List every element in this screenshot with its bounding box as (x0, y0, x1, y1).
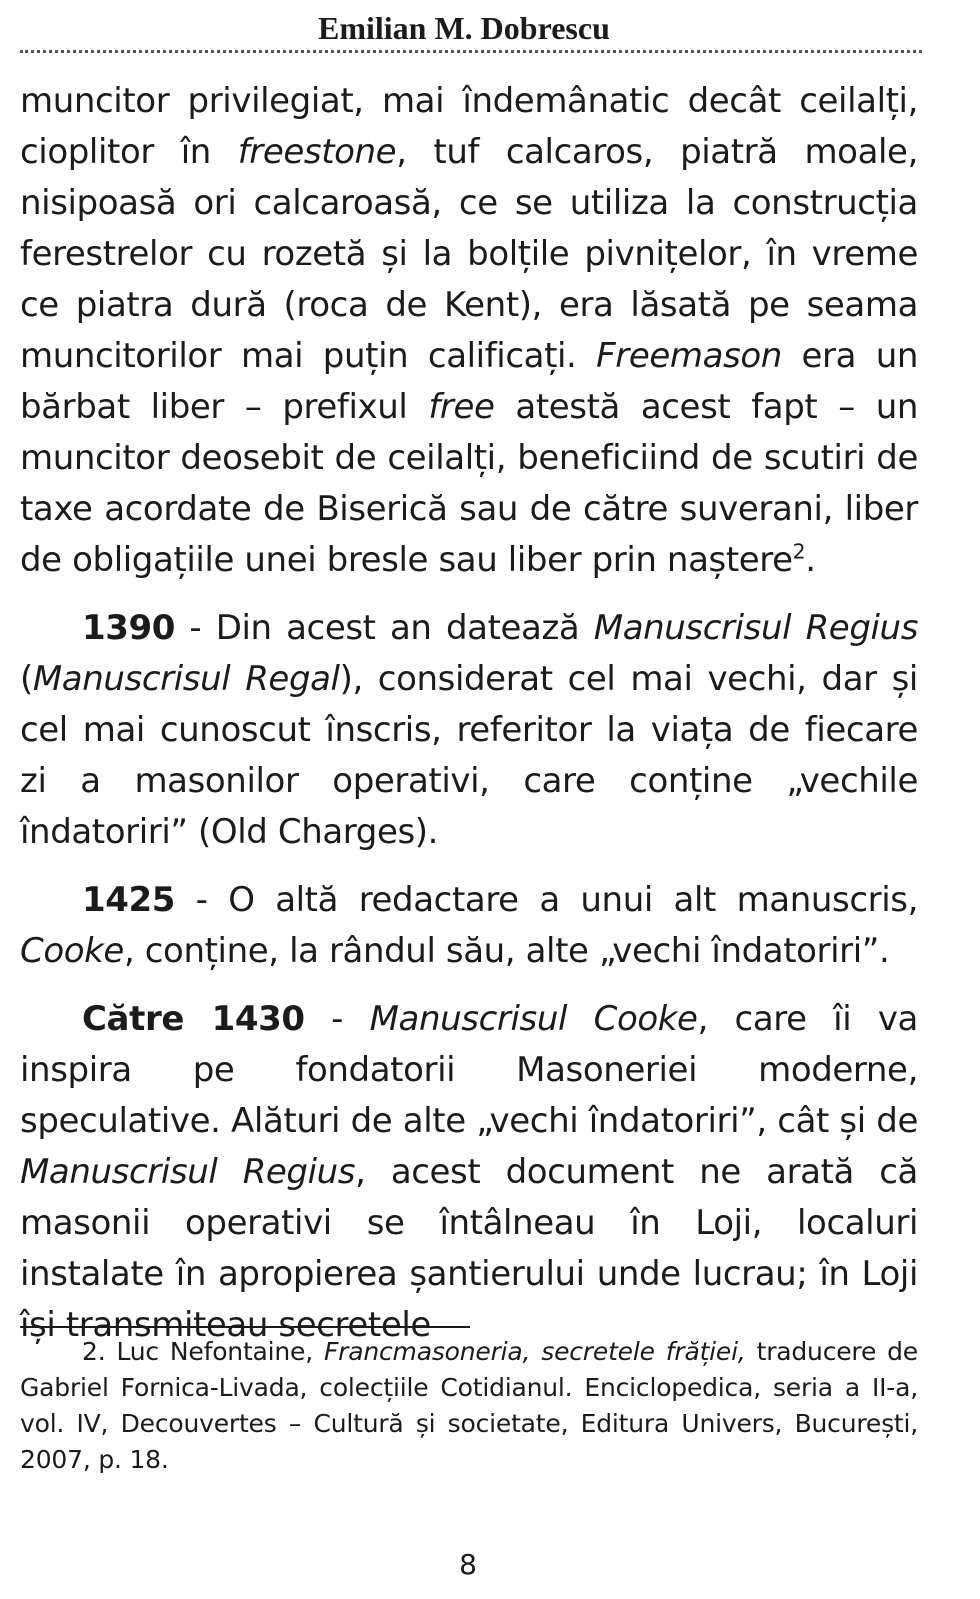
italic-term: Manuscrisul Regius (593, 608, 919, 648)
header-dotted-rule (20, 50, 922, 53)
text-run: era un bărbat liber – prefixul (20, 336, 918, 427)
italic-term: Cooke (20, 931, 124, 971)
text-run: - (304, 999, 370, 1039)
text-run: ), considerat cel mai vechi, dar și cel mai cunoscut înscris, referitor la viața de fiecare zi a masonilor operativi, care conține „vechile îndatoriri” (Old Charges). (20, 659, 918, 852)
text-run: , conține, la rândul său, alte „vechi îndatoriri”. (123, 931, 890, 971)
text-run: muncitor privilegiat, mai îndemânatic decât ceilalți, cioplitor în (20, 81, 918, 172)
text-run: 2. Luc Nefontaine, (82, 1337, 324, 1366)
page-number: 8 (459, 1548, 477, 1581)
entry-year: 1425 (82, 880, 176, 920)
entry-year: 1390 (82, 608, 176, 648)
entry-year: Către 1430 (82, 999, 305, 1039)
text-run: - Din acest an datează (175, 608, 594, 648)
italic-title: Francmasoneria, secretele frăției, (323, 1337, 746, 1366)
italic-term: Manuscrisul Cooke (369, 999, 698, 1039)
text-run: , tuf calcaros, piatră moale, nisipoasă ori calcaroasă, ce se utiliza la construcția ferestrelor cu rozetă și la bolțile pivnițelor, în vreme ce piatra dură (roca de Kent), era lăsată pe seama muncitorilor mai puțin calificați. (20, 132, 918, 376)
entry-1425 (20, 875, 918, 977)
italic-term: Freemason (596, 336, 782, 376)
text-run: , acest document ne arată că masonii operativi se întâlneau în Loji, localuri instalate în apropierea șantierului unde lucrau; în Loji își transmiteau secretele (20, 1152, 918, 1345)
entry-1390 (20, 603, 918, 858)
italic-term: Manuscrisul Regius (20, 1152, 356, 1192)
text-run: . (805, 540, 816, 580)
entry-1430 (20, 994, 918, 1351)
footnote-separator (20, 1326, 470, 1328)
body-text (20, 76, 918, 1351)
paragraph-continuation (20, 76, 918, 586)
footnote-reference[interactable]: 2 (792, 539, 806, 564)
text-run: atestă acest fapt – un muncitor deosebit de ceilalți, beneficiind de scutiri de taxe acordate de Biserică sau de către suverani, liber de obligațiile unei bresle sau liber prin naștere (20, 387, 918, 580)
running-header-author: Emilian M. Dobrescu (318, 10, 610, 46)
italic-term: freestone (237, 132, 397, 172)
footnote (20, 1334, 918, 1478)
text-run: - O altă redactare a unui alt manuscris, (175, 880, 918, 920)
italic-term: Manuscrisul Regal (32, 659, 340, 699)
italic-term: free (428, 387, 495, 427)
footnote-2 (20, 1334, 918, 1478)
text-run: traducere de Gabriel Fornica-Livada, colecțiile Cotidianul. Enciclopedica, seria a II-a, vol. IV, Decouvertes – Cultură și societate, Editura Univers, București, 2007, p. 18. (20, 1337, 918, 1474)
text-run: ( (20, 659, 33, 699)
text-run: , care îi va inspira pe fondatorii Masoneriei moderne, speculative. Alături de alte „vechi îndatoriri”, cât și de (20, 999, 918, 1141)
